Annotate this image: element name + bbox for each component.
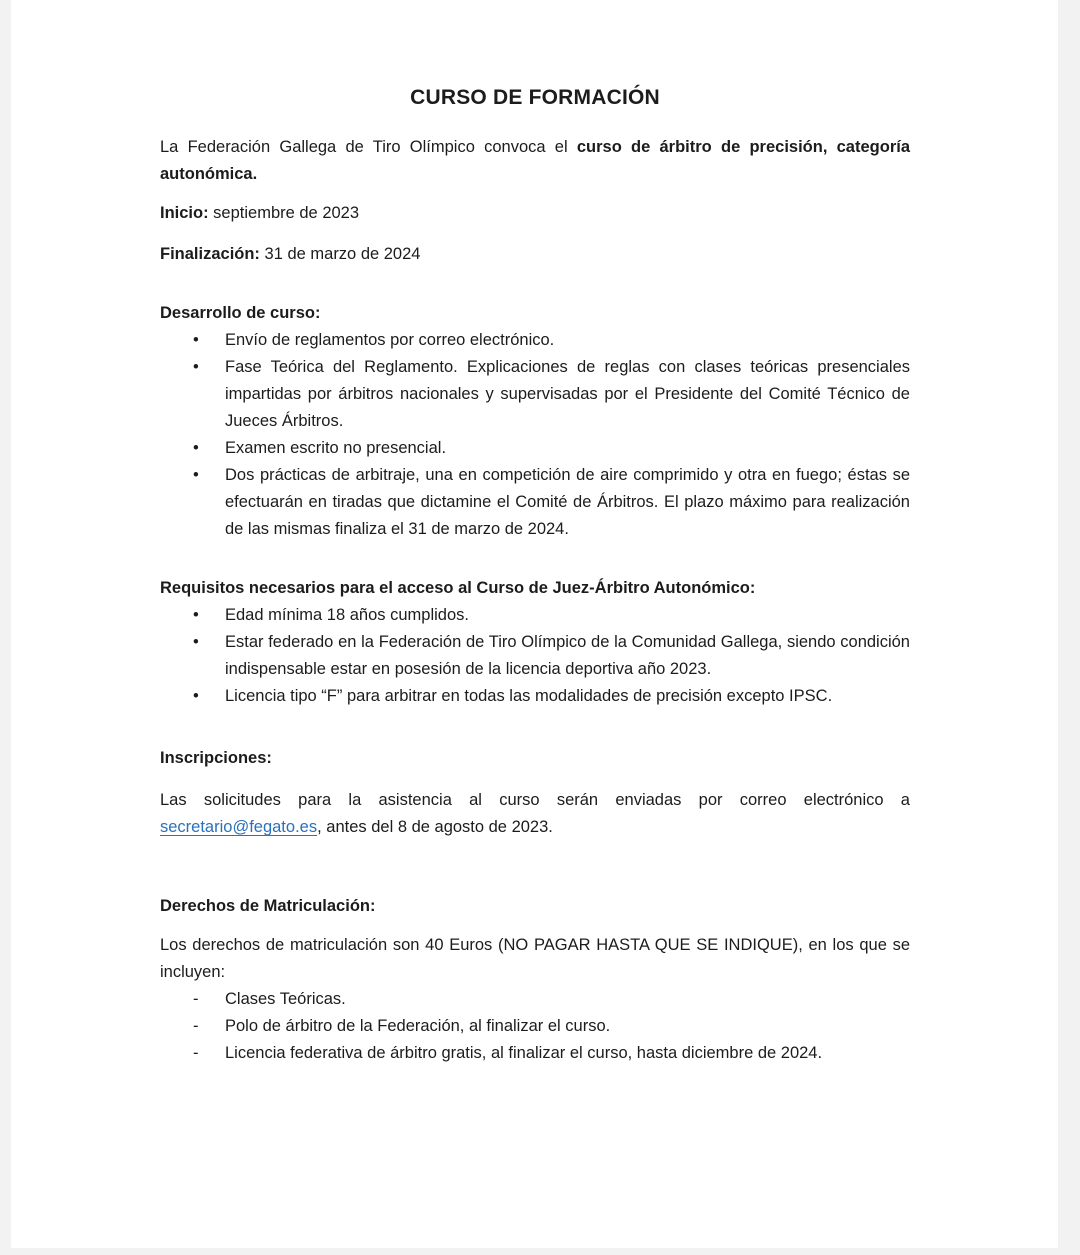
end-date-label: Finalización: (160, 245, 260, 263)
list-item (193, 462, 910, 543)
list-item (193, 327, 910, 354)
list-item-text: Examen escrito no presencial. (225, 439, 447, 457)
intro-text-normal: La Federación Gallega de Tiro Olímpico convoca el (160, 138, 577, 156)
course-development-heading: Desarrollo de curso: (160, 304, 321, 322)
list-item-text: Edad mínima 18 años cumplidos. (225, 606, 469, 624)
dash-icon: - (193, 990, 199, 1008)
list-item (193, 435, 910, 462)
bullet-icon: • (193, 358, 199, 376)
document-page (11, 0, 1058, 1248)
list-item (193, 1040, 910, 1067)
course-development-list (160, 327, 910, 543)
list-item (193, 354, 910, 435)
end-date-line (160, 241, 910, 268)
start-date-line (160, 200, 910, 227)
bullet-icon: • (193, 331, 199, 349)
requirements-list (160, 602, 910, 710)
requirements-heading: Requisitos necesarios para el acceso al Curso de Juez-Árbitro Autonómico: (160, 579, 756, 597)
list-item-text: Estar federado en la Federación de Tiro Olímpico de la Comunidad Gallega, siendo condición indispensable estar en posesión de la licencia deportiva año 2023. (225, 633, 910, 678)
list-item (193, 683, 910, 710)
dash-icon: - (193, 1017, 199, 1035)
list-item (193, 602, 910, 629)
bullet-icon: • (193, 633, 199, 651)
start-date-value: septiembre de 2023 (208, 204, 360, 222)
dash-icon: - (193, 1044, 199, 1062)
document-title: CURSO DE FORMACIÓN (410, 86, 660, 109)
intro-text-bold: curso de árbitro de precisión, categoría autonómica. (160, 138, 910, 183)
registration-paragraph (160, 787, 910, 841)
list-item (193, 986, 910, 1013)
list-item (193, 1013, 910, 1040)
list-item-text: Clases Teóricas. (225, 990, 346, 1008)
list-item-text: Licencia federativa de árbitro gratis, al finalizar el curso, hasta diciembre de 2024. (225, 1044, 823, 1062)
document-content (11, 0, 1058, 1067)
registration-heading: Inscripciones: (160, 749, 272, 767)
start-date-label: Inicio: (160, 204, 209, 222)
list-item (193, 629, 910, 683)
enrollment-fees-heading: Derechos de Matriculación: (160, 897, 376, 915)
secretary-email-link[interactable]: secretario@fegato.es (160, 818, 318, 836)
enrollment-fees-paragraph: Los derechos de matriculación son 40 Euros (NO PAGAR HASTA QUE SE INDIQUE), en los que se incluyen: (160, 936, 910, 981)
end-date-value: 31 de marzo de 2024 (259, 245, 421, 263)
intro-paragraph (160, 134, 910, 188)
bullet-icon: • (193, 466, 199, 484)
list-item-text: Fase Teórica del Reglamento. Explicaciones de reglas con clases teóricas presenciales impartidas por árbitros nacionales y supervisadas por el Presidente del Comité Técnico de Jueces Árbitros. (225, 358, 910, 430)
list-item-text: Envío de reglamentos por correo electrónico. (225, 331, 555, 349)
list-item-text: Licencia tipo “F” para arbitrar en todas las modalidades de precisión excepto IPSC. (225, 687, 833, 705)
bullet-icon: • (193, 439, 199, 457)
list-item-text: Dos prácticas de arbitraje, una en competición de aire comprimido y otra en fuego; éstas se efectuarán en tiradas que dictamine el Comité de Árbitros. El plazo máximo para realización de las mismas finaliza el 31 de marzo de 2024. (225, 466, 910, 538)
registration-text-after: , antes del 8 de agosto de 2023. (317, 818, 553, 836)
enrollment-includes-list (160, 986, 910, 1067)
registration-text-before: Las solicitudes para la asistencia al curso serán enviadas por correo electrónico a (160, 791, 910, 809)
bullet-icon: • (193, 606, 199, 624)
list-item-text: Polo de árbitro de la Federación, al finalizar el curso. (225, 1017, 611, 1035)
bullet-icon: • (193, 687, 199, 705)
